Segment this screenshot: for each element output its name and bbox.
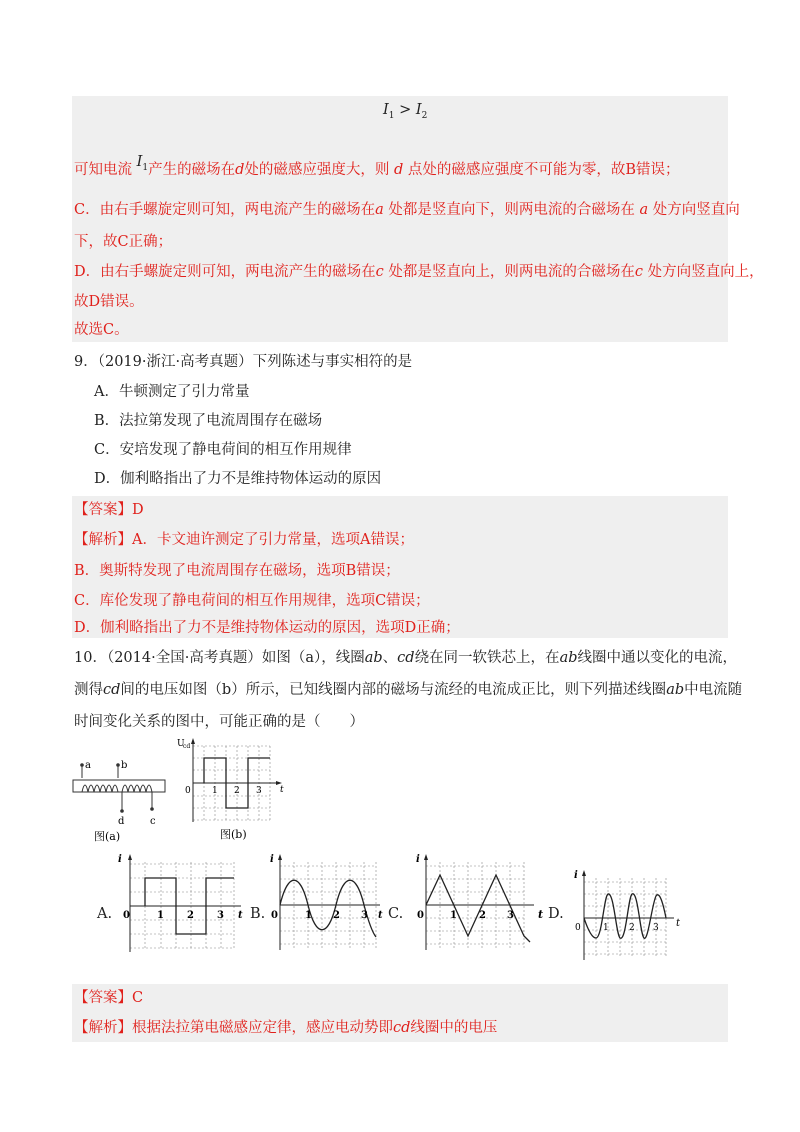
solution-line-2: C．由右手螺旋定则可知，两电流产生的磁场在a 处都是竖直向下，则两电流的合磁场在 a 处方向竖直向 — [74, 202, 740, 218]
svg-text:i: i — [574, 870, 578, 881]
svg-text:0: 0 — [417, 910, 424, 921]
q10-option-b-graph — [268, 852, 384, 956]
figure-a-coil — [70, 752, 170, 844]
svg-text:t: t — [280, 785, 284, 795]
q9-answer: 【答案】D — [74, 502, 144, 518]
q10-stem-line-1: 10．（2014·全国·高考真题）如图（a），线圈ab、cd绕在同一软铁芯上，在ab线圈中通以变化的电流， — [74, 650, 737, 666]
svg-text:1: 1 — [603, 923, 609, 933]
solution-line-5: 故D错误。 — [74, 294, 144, 310]
svg-text:t: t — [676, 918, 681, 929]
svg-text:U: U — [177, 739, 185, 749]
svg-text:3: 3 — [507, 910, 514, 921]
q10-option-a-graph — [115, 852, 245, 956]
svg-text:3: 3 — [361, 910, 368, 921]
svg-text:0: 0 — [123, 910, 130, 921]
svg-text:0: 0 — [271, 910, 278, 921]
svg-text:3: 3 — [653, 923, 659, 933]
svg-text:1: 1 — [450, 910, 457, 921]
solution-line-3: 下，故C正确； — [74, 234, 173, 250]
q10-option-c-label: C. — [388, 906, 404, 922]
svg-text:2: 2 — [479, 910, 486, 921]
q10-analysis: 【解析】根据法拉第电磁感应定律，感应电动势即cd线圈中的电压 — [74, 1020, 498, 1036]
q9-option-b: B．法拉第发现了电流周围存在磁场 — [94, 413, 323, 429]
q10-option-a-label: A. — [97, 906, 113, 922]
svg-text:i: i — [270, 854, 274, 865]
svg-text:0: 0 — [575, 923, 581, 933]
figure-a-caption: 图(a) — [94, 830, 121, 843]
terminal-d: d — [118, 816, 125, 827]
q9-option-d: D．伽利略指出了力不是维持物体运动的原因 — [94, 471, 382, 487]
q9-analysis-1: 【解析】A．卡文迪许测定了引力常量，选项A错误； — [74, 532, 414, 548]
figure-b-ucd-graph — [176, 736, 296, 846]
solution-line-4: D．由右手螺旋定则可知，两电流产生的磁场在c 处都是竖直向上，则两电流的合磁场在c 处方向竖直向上， — [74, 264, 764, 280]
q9-option-a: A．牛顿测定了引力常量 — [94, 384, 250, 400]
terminal-b: b — [121, 760, 128, 771]
svg-text:2: 2 — [629, 923, 635, 933]
q10-stem-line-2: 测得cd间的电压如图（b）所示，已知线圈内部的磁场与流经的电流成正比，则下列描述线圈ab中电流随 — [74, 682, 743, 698]
q10-option-d-graph — [570, 868, 690, 964]
figure-b-caption: 图(b) — [220, 828, 247, 841]
solution-line-1: 可知电流 $I_1$产生的磁场在d处的磁感应强度大，则 d 点处的磁感应强度不可能为零，故B错误； — [74, 154, 680, 178]
q9-analysis-3: C．库伦发现了静电荷间的相互作用规律，选项C错误； — [74, 593, 430, 609]
solution-line-6: 故选C。 — [74, 322, 129, 338]
q10-option-d-label: D. — [548, 906, 564, 922]
svg-text:i: i — [416, 854, 420, 865]
q10-answer: 【答案】C — [74, 990, 144, 1006]
svg-text:0: 0 — [185, 786, 191, 796]
svg-text:3: 3 — [217, 910, 224, 921]
terminal-a: a — [85, 760, 91, 771]
svg-text:2: 2 — [333, 910, 340, 921]
q9-option-c: C．安培发现了静电荷间的相互作用规律 — [94, 442, 352, 458]
svg-text:1: 1 — [157, 910, 164, 921]
svg-text:i: i — [118, 854, 122, 865]
q10-option-c-graph — [408, 852, 554, 956]
q9-analysis-2: B．奥斯特发现了电流周围存在磁场，选项B错误； — [74, 563, 400, 579]
terminal-c: c — [150, 816, 156, 827]
q10-stem-line-3: 时间变化关系的图中，可能正确的是（ ） — [74, 714, 364, 730]
svg-text:2: 2 — [187, 910, 194, 921]
svg-text:1: 1 — [305, 910, 312, 921]
svg-text:t: t — [238, 910, 243, 921]
q9-analysis-4: D．伽利略指出了力不是维持物体运动的原因，选项D正确； — [74, 620, 460, 636]
svg-text:3: 3 — [256, 786, 262, 796]
formula-i1-gt-i2: $I_1 > I_2$ — [383, 102, 428, 121]
q10-option-b-label: B. — [250, 906, 266, 922]
svg-text:t: t — [378, 910, 383, 921]
svg-text:2: 2 — [234, 786, 240, 796]
svg-text:1: 1 — [212, 786, 218, 796]
q9-stem: 9．（2019·浙江·高考真题）下列陈述与事实相符的是 — [74, 354, 413, 370]
svg-text:t: t — [538, 908, 544, 921]
svg-text:cd: cd — [183, 743, 191, 750]
